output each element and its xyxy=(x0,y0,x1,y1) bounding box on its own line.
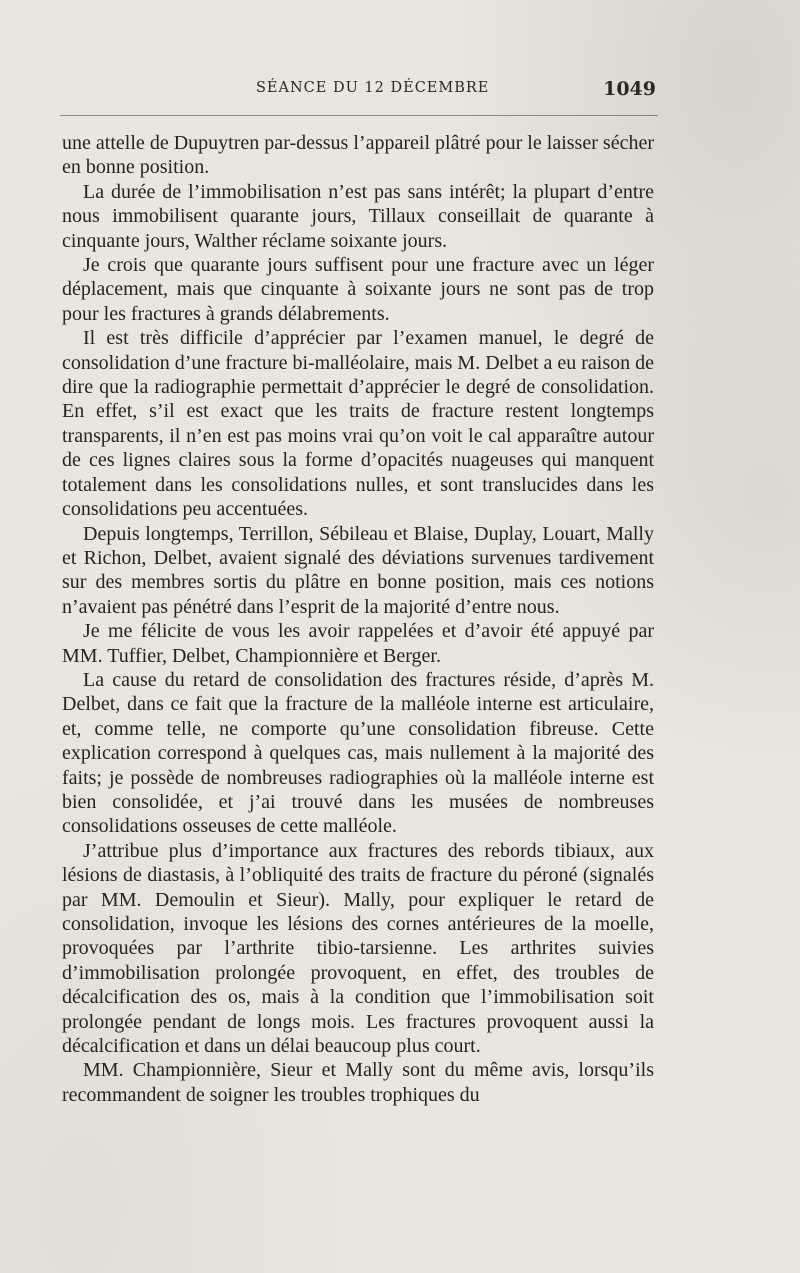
paragraph-1: une attelle de Dupuytren par-dessus l’appareil plâtré pour le laisser sécher en bonne position. xyxy=(62,132,654,179)
running-title: SÉANCE DU 12 DÉCEMBRE xyxy=(256,80,490,96)
paragraph-3: Je crois que quarante jours suffisent pour une fracture avec un léger déplacement, mais que cinquante à soixante jours ne sont pas de trop pour les fractures à grands délabrements. xyxy=(62,254,654,325)
paragraph-9: MM. Championnière, Sieur et Mally sont du même avis, lorsqu’ils recommandent de soigner les troubles trophiques du xyxy=(62,1059,654,1106)
paragraph-7: La cause du retard de consolidation des fractures réside, d’après M. Delbet, dans ce fait que la fracture de la malléole interne est articulaire, et, comme telle, ne comporte qu’une consolidation fibreuse. Cette explication correspond à quelques cas, mais nullement à la majorité des faits; je possède de nombreuses radiographies où la malléole interne est bien consolidée, et j’ai trouvé dans les musées de nombreuses consolidations osseuses de cette malléole. xyxy=(62,668,654,838)
paragraph-6: Je me félicite de vous les avoir rappelées et d’avoir été appuyé par MM. Tuffier, Delbet, Championnière et Berger. xyxy=(62,620,654,667)
body-text xyxy=(62,131,654,1107)
paragraph-5: Depuis longtemps, Terrillon, Sébileau et Blaise, Duplay, Louart, Mally et Richon, Delbet, avaient signalé des déviations survenues tardivement sur des membres sortis du plâtre en bonne position, mais ces notions n’avaient pas pénétré dans l’esprit de la majorité d’entre nous. xyxy=(62,522,654,618)
running-head xyxy=(60,78,656,100)
paragraph-4: Il est très difficile d’apprécier par l’examen manuel, le degré de consolidation d’une fracture bi-malléolaire, mais M. Delbet a eu raison de dire que la radiographie permettait d’apprécier le degré de consolidation. En effet, s’il est exact que les traits de fracture restent longtemps transparents, il n’en est pas moins vrai qu’on voit le cal apparaître autour de ces lignes claires sous la forme d’opacités nuageuses qui manquent totalement dans les consolidations nulles, et sont translucides dans les consolidations peu accentuées. xyxy=(62,327,655,521)
header-rule xyxy=(60,115,658,116)
page-number: 1049 xyxy=(603,78,656,100)
paragraph-8: J’attribue plus d’importance aux fractures des rebords tibiaux, aux lésions de diastasis, à l’obliquité des traits de fracture du péroné (signalés par MM. Demoulin et Sieur). Mally, pour expliquer le retard de consolidation, invoque les lésions des cornes antérieures de la moelle, provoquées par l’arthrite tibio-tarsienne. Les arthrites suivies d’immobilisation prolongée provoquent, en effet, des troubles de décalcification des os, mais à la condition que l’immobilisation soit prolongée pendant de longs mois. Les fractures provoquent aussi la décalcification et dans un délai beaucoup plus court. xyxy=(62,839,654,1058)
paragraph-2: La durée de l’immobilisation n’est pas sans intérêt; la plupart d’entre nous immobilisent quarante jours, Tillaux conseillait de quarante à cinquante jours, Walther réclame soixante jours. xyxy=(62,180,654,252)
